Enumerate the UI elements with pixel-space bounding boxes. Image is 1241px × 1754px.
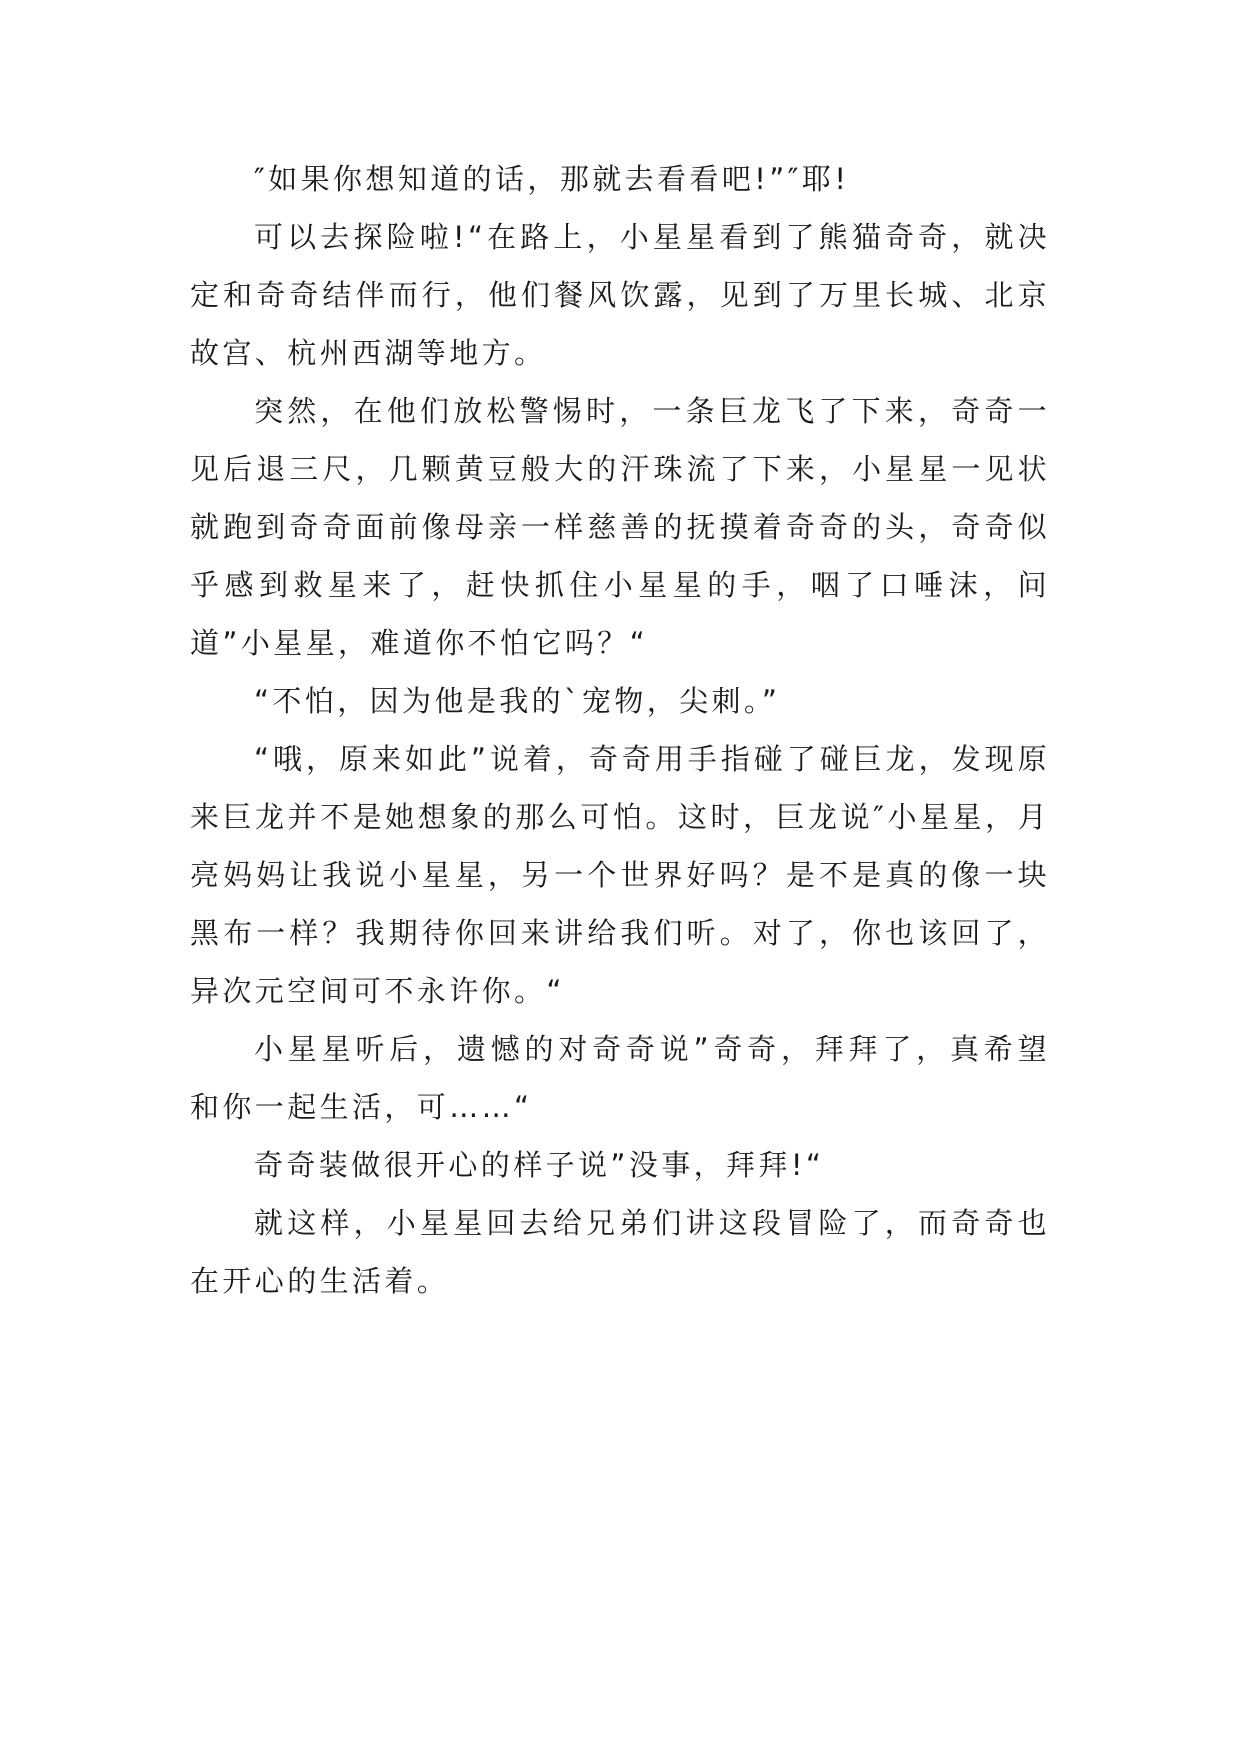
paragraph-7: 奇奇装做很开心的样子说”没事，拜拜!“: [254, 1148, 825, 1182]
paragraph-8: 就这样，小星星回去给兄弟们讲这段冒险了，而奇奇也在开心的生活着。: [190, 1206, 1050, 1298]
paragraph-3: 突然，在他们放松警惕时，一条巨龙飞了下来，奇奇一见后退三尺，几颗黄豆般大的汗珠流了下来，小星星一见状就跑到奇奇面前像母亲一样慈善的抚摸着奇奇的头，奇奇似乎感到救星来了，赶快抓住小星星的手，咽了口唾沫，问道”小星星，难道你不怕它吗？“: [190, 394, 1050, 660]
paragraph-1: ″如果你想知道的话，那就去看看吧!”″耶!: [254, 162, 850, 196]
paragraph-4: “不怕，因为他是我的`宠物，尖刺。”: [254, 684, 781, 718]
paragraph-5: “哦，原来如此”说着，奇奇用手指碰了碰巨龙，发现原来巨龙并不是她想象的那么可怕。这时，巨龙说″小星星，月亮妈妈让我说小星星，另一个世界好吗？是不是真的像一块黑布一样？我期待你回来讲给我们听。对了，你也该回了，异次元空间可不永许你。“: [190, 742, 1050, 1008]
story-body: [190, 150, 1050, 1310]
paragraph-2: 可以去探险啦!“在路上，小星星看到了熊猫奇奇，就决定和奇奇结伴而行，他们餐风饮露，见到了万里长城、北京故宫、杭州西湖等地方。: [190, 220, 1050, 370]
paragraph-6: 小星星听后，遗憾的对奇奇说”奇奇，拜拜了，真希望和你一起生活，可……“: [190, 1032, 1050, 1124]
